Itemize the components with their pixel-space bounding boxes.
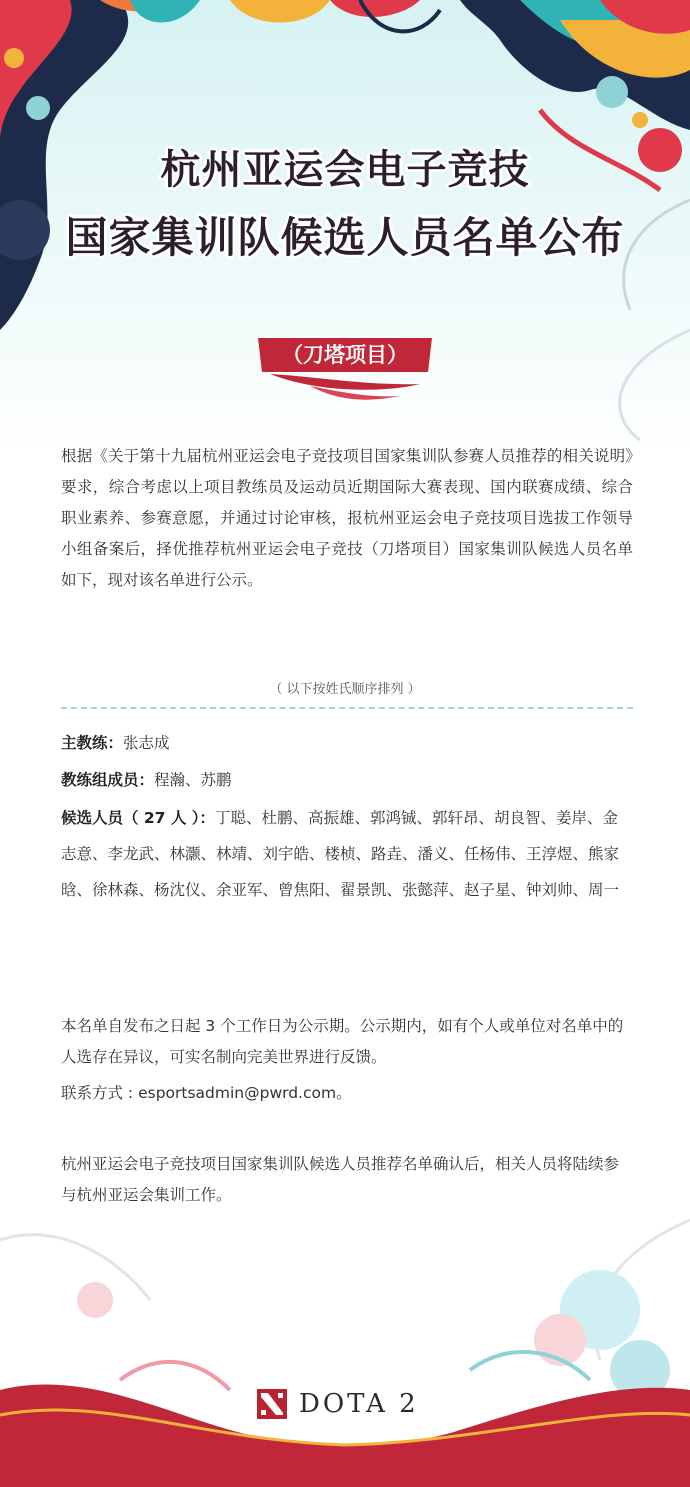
head-coach-line (61, 726, 633, 760)
contact-line: 联系方式 : esportsadmin@pwrd.com。 (61, 1084, 352, 1102)
dota2-logo-text: DOTA 2 (299, 1389, 419, 1419)
candidates-names: 丁聪、杜鹏、高振雄、郭鸿铖、郭轩昂、胡良智、姜岸、金志意、李龙武、林灏、林靖、刘宇皓、楼桢、路垚、潘义、任杨伟、王淳煜、熊家晗、徐林森、杨沈仪、余亚军、曾焦阳、翟景凯、张懿萍、赵子星、钟刘帅、周一 (61, 809, 620, 899)
follow-up-paragraph: 杭州亚运会电子竞技项目国家集训队候选人员推荐名单确认后，相关人员将陆续参与杭州亚运会集训工作。 (61, 1155, 620, 1204)
candidates-line (61, 800, 633, 908)
intro-paragraph: 根据《关于第十九届杭州亚运会电子竞技项目国家集训队参赛人员推荐的相关说明》要求，综合考虑以上项目教练员及运动员近期国际大赛表现、国内联赛成绩、综合职业素养、参赛意愿，并通过讨论审核，报杭州亚运会电子竞技项目选拔工作领导小组备案后，择优推荐杭州亚运会电子竞技（刀塔项目）国家集训队候选人员名单如下，现对该名单进行公示。 (61, 447, 633, 589)
dashed-divider (61, 707, 633, 709)
coaches-line (61, 763, 633, 797)
sort-note: （ 以下按姓氏顺序排列 ） (269, 682, 421, 697)
coaches-label: 教练组成员： (61, 771, 155, 789)
head-coach-name: 张志成 (123, 734, 170, 752)
candidates-label: 候选人员（ 27 人 ）： (61, 809, 216, 827)
coaches-names: 程瀚、苏鹏 (154, 771, 232, 789)
head-coach-label: 主教练： (61, 734, 124, 752)
footer-artwork (0, 1180, 690, 1487)
page-title-line1: 杭州亚运会电子竞技 (160, 147, 530, 193)
project-badge: （刀塔项目） (282, 343, 408, 367)
notice-paragraph: 本名单自发布之日起 3 个工作日为公示期。公示期内，如有个人或单位对名单中的人选存在异议，可实名制向完美世界进行反馈。 (61, 1017, 624, 1066)
page-title-line2: 国家集训队候选人员名单公布 (65, 213, 625, 262)
